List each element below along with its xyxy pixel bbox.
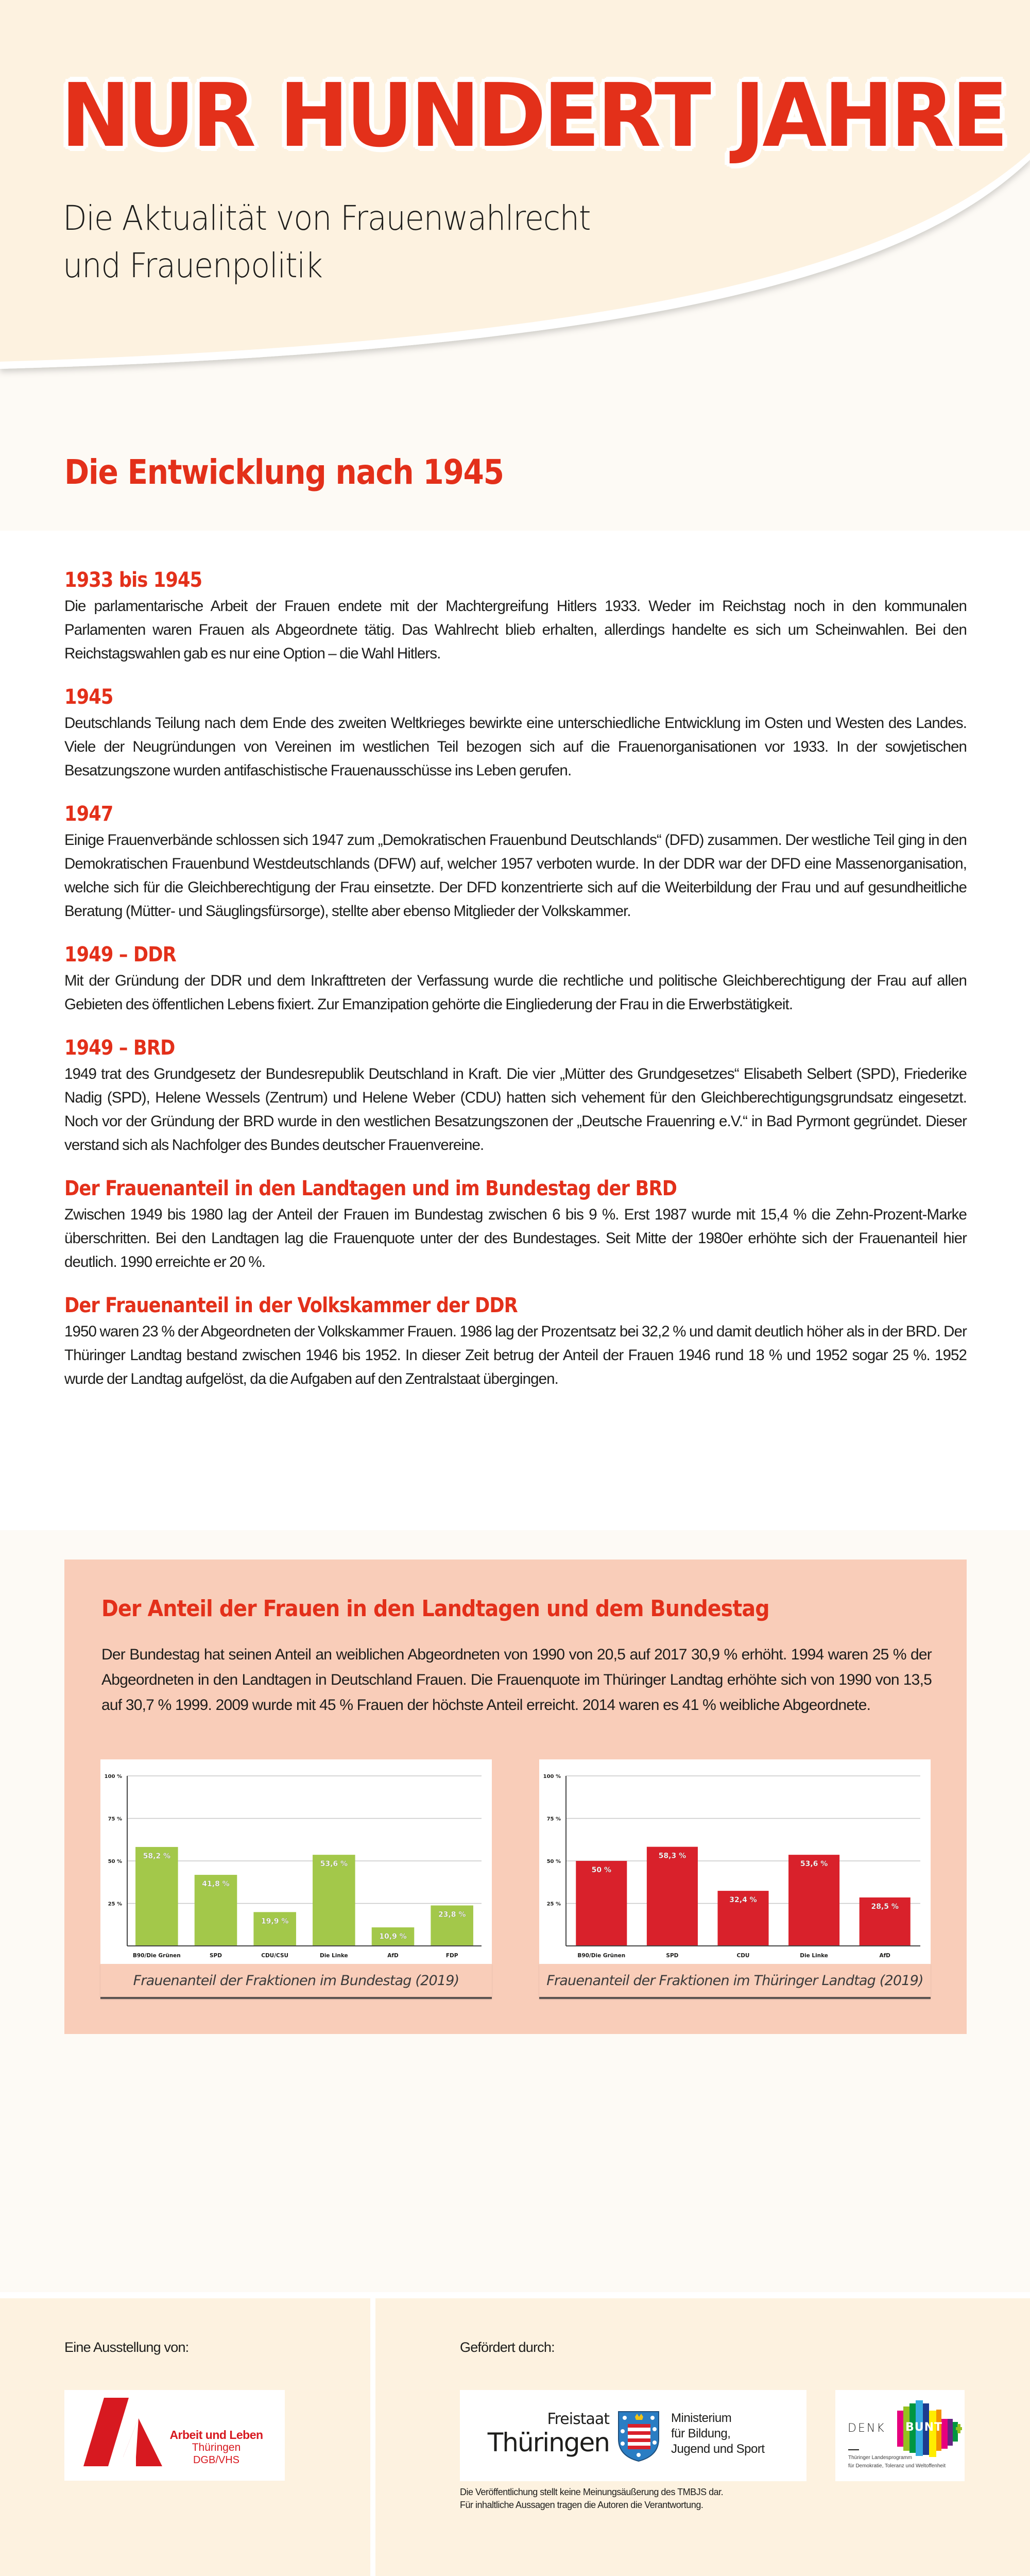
entry-text: 1949 trat des Grundgesetz der Bundesrepublik Deutschland in Kraft. Die vier „Mütter des Grundgesetzes“ Elisabeth Selbert (SPD), Friederike Nadig (SPD), Helene Wessels (Zentrum) und Helene Weber (CDU) hatten sich vehement für den Gleichberechtigungsgrundsatz eingesetzt. Noch vor der Gründung der BRD wurde in den westlichen Besatzungszonen der „Deutsche Frauenring e.V.“ in Bad Pyrmont gegründet. Dieser verstand sich als Nachfolger des Bundes deutscher Frauenvereine. xyxy=(64,1065,967,1154)
bar-value-label: 53,6 % xyxy=(800,1860,828,1869)
landtag-chart xyxy=(539,1759,931,1964)
timeline-entry xyxy=(64,567,967,666)
chart-info-box xyxy=(64,1560,967,2034)
bar-value-label: 58,2 % xyxy=(143,1852,171,1860)
bundestag-chart xyxy=(100,1759,492,1964)
entry-text: 1950 waren 23 % der Abgeordneten der Volkskammer Frauen. 1986 lag der Prozentsatz bei 32,2 % und damit deutlich höher als in der BRD. Der Thüringer Landtag bestand zwischen 1946 bis 1952. In dieser Zeit betrug der Anteil der Frauen 1946 rund 18 % und 1952 sogar 25 %. 1952 wurde der Landtag aufgelöst, da die Aufgaben auf den Zentralstaat übergingen. xyxy=(64,1323,967,1387)
denkbunt-bunt-text: BUNT xyxy=(905,2421,943,2434)
exhibitor-panel xyxy=(0,2298,370,2576)
bar-value-label: 32,4 % xyxy=(729,1896,757,1905)
funding-panel xyxy=(375,2298,1030,2576)
bundestag-chart-svg xyxy=(100,1759,492,1964)
entry-heading: 1949 – DDR xyxy=(64,943,176,967)
entry-heading: Der Frauenanteil in den Landtagen und im Bundestag der BRD xyxy=(64,1177,677,1200)
denkbunt-line: für Demokratie, Toleranz und Weltoffenheit xyxy=(848,2463,946,2469)
timeline-entry xyxy=(64,1175,967,1274)
x-tick-label: SPD xyxy=(666,1953,679,1959)
y-tick-label: 50 % xyxy=(546,1859,561,1865)
timeline-entry xyxy=(64,1035,967,1157)
x-tick-label: AfD xyxy=(879,1953,890,1959)
disclaimer-line: Die Veröffentlichung stellt keine Meinungsäußerung des TMBJS dar. xyxy=(460,2487,724,2497)
x-tick-label: AfD xyxy=(387,1953,399,1959)
entry-heading: 1947 xyxy=(64,802,113,826)
bar-value-label: 28,5 % xyxy=(871,1902,899,1911)
entry-heading: Der Frauenanteil in der Volkskammer der DDR xyxy=(64,1294,518,1317)
y-tick-label: 25 % xyxy=(108,1901,122,1907)
bar-b90-die-gr-nen xyxy=(135,1847,178,1946)
bar-value-label: 58,3 % xyxy=(658,1852,686,1860)
disclaimer xyxy=(460,2486,723,2512)
bar-value-label: 53,6 % xyxy=(320,1860,348,1869)
logo-text-line3: DGB/VHS xyxy=(193,2454,240,2466)
y-tick-label: 25 % xyxy=(546,1901,561,1907)
denkbunt-denk-text: DENK xyxy=(848,2422,886,2435)
x-tick-label: SPD xyxy=(210,1953,222,1959)
denkbunt-logo xyxy=(835,2390,965,2481)
x-tick-label: FDP xyxy=(445,1953,458,1959)
y-tick-label: 50 % xyxy=(108,1859,122,1865)
timeline-content xyxy=(64,567,967,1409)
landtag-chart-caption: Frauenanteil der Fraktionen im Thüringer Landtag (2019) xyxy=(539,1964,931,1999)
subtitle-line: und Frauenpolitik xyxy=(63,246,322,285)
poster-title: NUR HUNDERT JAHRE xyxy=(61,65,1006,167)
chart-box-intro: Der Bundestag hat seinen Anteil an weiblichen Abgeordneten von 1990 von 20,5 auf 2017 30,9 % erhöht. 1994 waren 25 % der Abgeordneten in den Landtagen in Deutschland Frauen. Die Frauenquote im Thüringer Landtag erhöhte sich von 1990 von 13,5 auf 30,7 % 1999. 2009 wurde mit 45 % Frauen der höchste Anteil erreicht. 2014 waren es 41 % weibliche Abgeordnete. xyxy=(101,1646,932,1714)
bar-value-label: 23,8 % xyxy=(438,1910,466,1919)
bar-die-linke xyxy=(788,1855,839,1946)
disclaimer-line: Für inhaltliche Aussagen tragen die Autoren die Verantwortung. xyxy=(460,2500,703,2510)
arbeit-und-leben-logo xyxy=(64,2390,285,2481)
thueringen-ministry-logo xyxy=(460,2390,806,2481)
bar-value-label: 50 % xyxy=(591,1866,611,1874)
denkbunt-line: Thüringer Landesprogramm xyxy=(848,2455,912,2461)
y-tick-label: 100 % xyxy=(543,1774,561,1780)
bar-value-label: 10,9 % xyxy=(379,1933,407,1941)
timeline-entry xyxy=(64,801,967,923)
thueringen-coat-of-arms-icon xyxy=(617,2411,660,2462)
bar-value-label: 19,9 % xyxy=(261,1917,289,1926)
exhibition-label: Eine Ausstellung von: xyxy=(64,2340,189,2355)
chart-box-title: Der Anteil der Frauen in den Landtagen und dem Bundestag xyxy=(101,1596,769,1622)
x-tick-label: Die Linke xyxy=(319,1953,348,1959)
logo-text-line2: Thüringen xyxy=(192,2442,241,2454)
subtitle-line: Die Aktualität von Frauenwahlrecht xyxy=(63,198,591,238)
poster-footer xyxy=(0,2292,1030,2576)
freistaat-text: Freistaat xyxy=(547,2410,609,2428)
timeline-entry xyxy=(64,941,967,1016)
x-tick-label: B90/Die Grünen xyxy=(577,1953,626,1959)
timeline-entry xyxy=(64,1292,967,1391)
entry-text: Mit der Gründung der DDR und dem Inkrafttreten der Verfassung wurde die rechtliche und politische Gleichberechtigung der Frau auf allen Gebieten des öffentlichen Lebens fixiert. Zur Emanzipation gehörte die Eingliederung der Frau in die Erwerbstätigkeit. xyxy=(64,972,967,1013)
section-title: Die Entwicklung nach 1945 xyxy=(64,452,504,492)
x-tick-label: CDU xyxy=(736,1953,750,1959)
thueringen-text: Thüringen xyxy=(487,2428,609,2458)
y-tick-label: 75 % xyxy=(108,1816,122,1822)
entry-heading: 1949 – BRD xyxy=(64,1036,175,1060)
x-tick-label: Die Linke xyxy=(800,1953,828,1959)
y-tick-label: 100 % xyxy=(104,1774,122,1780)
timeline-entry xyxy=(64,684,967,783)
bar-value-label: 41,8 % xyxy=(202,1880,230,1889)
entry-heading: 1933 bis 1945 xyxy=(64,568,202,592)
landtag-chart-svg xyxy=(539,1759,931,1964)
bundestag-chart-caption: Frauenanteil der Fraktionen im Bundestag (2019) xyxy=(100,1964,492,1999)
y-tick-label: 75 % xyxy=(546,1816,561,1822)
funded-label: Gefördert durch: xyxy=(460,2340,555,2355)
x-tick-label: B90/Die Grünen xyxy=(132,1953,181,1959)
ministry-line: für Bildung, xyxy=(671,2427,731,2441)
x-tick-label: CDU/CSU xyxy=(261,1953,289,1959)
entry-text: Zwischen 1949 bis 1980 lag der Anteil der Frauen im Bundestag zwischen 6 bis 9 %. Erst 1987 wurde mit 15,4 % die Zehn-Prozent-Marke überschritten. Bei den Landtagen lag die Frauenquote unter der des Bundestages. Seit Mitte der 1980er erhöhte sich der Frauenanteil hier deutlich. 1990 erreichte er 20 %. xyxy=(64,1206,967,1270)
poster-subtitle xyxy=(63,195,590,290)
ministry-line: Jugend und Sport xyxy=(671,2442,765,2456)
entry-text: Deutschlands Teilung nach dem Ende des zweiten Weltkrieges bewirkte eine unterschiedliche Entwicklung im Osten und Westen des Landes. Viele der Neugründungen von Vereinen im westlichen Teil bezogen sich auf die Frauenorganisationen vor 1933. In der sowjetischen Besatzungszone wurden antifaschistische Frauenausschüsse ins Leben gerufen. xyxy=(64,715,967,779)
bar-die-linke xyxy=(313,1855,355,1946)
bar-spd xyxy=(647,1847,698,1946)
logo-text-line1: Arbeit und Leben xyxy=(169,2428,263,2442)
entry-text: Einige Frauenverbände schlossen sich 1947 zum „Demokratischen Frauenbund Deutschlands“ (DFD) zusammen. Der westliche Teil ging in den Demokratischen Frauenbund Westdeutschlands (DFW) auf, welcher 1957 verboten wurde. In der DDR war der DFD eine Massenorganisation, welche sich für die Gleichberechtigung der Frau einsetzte. Der DFD konzentrierte sich auf die Weiterbildung der Frau und auf gesundheitliche Beratung (Mütter- und Säuglingsfürsorge), stellte aber ebenso Mitglieder der Volkskammer. xyxy=(64,832,967,920)
ministry-line: Ministerium xyxy=(671,2411,732,2425)
entry-heading: 1945 xyxy=(64,685,113,709)
poster-header xyxy=(0,0,1030,412)
entry-text: Die parlamentarische Arbeit der Frauen endete mit der Machtergreifung Hitlers 1933. Weder im Reichstag noch in den kommunalen Parlamenten waren Frauen als Abgeordnete tätig. Das Wahlrecht blieb erhalten, allerdings handelte es sich um Scheinwahlen. Bei den Reichstagswahlen gab es nur eine Option – die Wahl Hitlers. xyxy=(64,598,967,662)
